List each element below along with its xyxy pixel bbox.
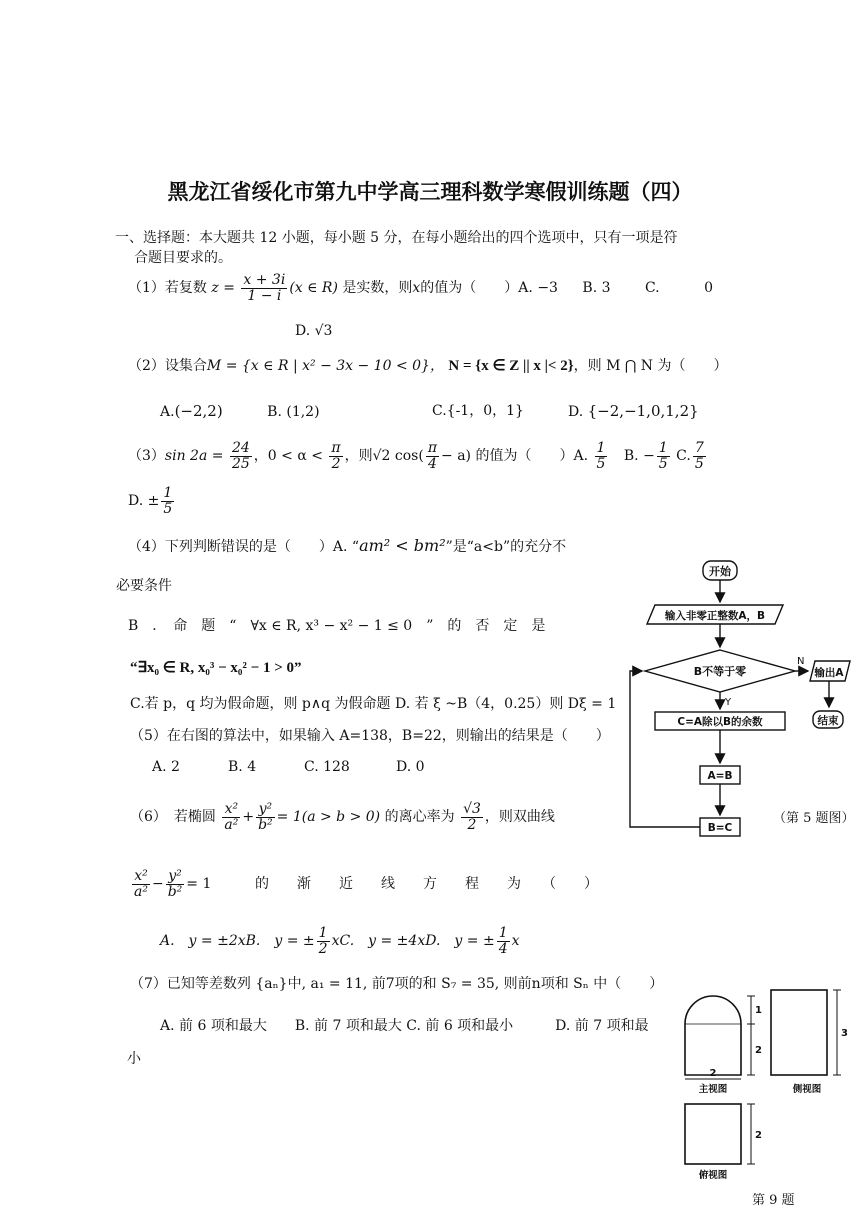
q3-frac-2	[329, 441, 342, 472]
q1-option-c-value: 0	[704, 280, 714, 296]
q4-option-b: B ． 命 题 “ ∀x ∈ R, x³ − x² − 1 ≤ 0 ” 的 否 定 是	[128, 618, 546, 634]
q3-expr-a: √2 cos(	[372, 448, 424, 464]
q6-option-d-num: 1	[498, 924, 508, 941]
q7-options: A. 前 6 项和最大 B. 前 7 项和最大 C. 前 6 项和最小 D. 前 7 项和最	[160, 1018, 649, 1034]
q6-frac-3-den: 2	[467, 816, 477, 833]
q5-option-a: A. 2	[152, 759, 180, 775]
q3-cond: ，0 < α <	[253, 448, 323, 464]
page-title: 黑龙江省绥化市第九中学高三理科数学寒假训练题（四）	[167, 180, 693, 204]
q5-option-d: D. 0	[396, 759, 425, 775]
q6-hyp-frac-1	[132, 869, 150, 900]
q3-option-c-label: C.	[676, 448, 691, 464]
q1-option-a: −3	[537, 280, 558, 296]
question-3	[128, 438, 708, 474]
q6-hyp-frac-2-den: b²	[167, 883, 183, 900]
q2-option-d-label: D.	[568, 404, 584, 420]
q1-x: x	[412, 280, 421, 296]
q3-option-d-num: 1	[163, 484, 173, 501]
q2-set-n: N = {x ∈ Z || x |< 2}	[448, 358, 574, 374]
q6-plus: +	[242, 809, 255, 825]
q3-frac-2-num: π	[331, 439, 341, 456]
views-caption: 第 9 题	[752, 1193, 795, 1208]
q6-hyperbola	[130, 864, 211, 904]
dim-2-front: 2	[755, 1045, 762, 1056]
q6-heq: = 1	[186, 876, 212, 892]
q6-option-b-x: x	[331, 933, 340, 949]
q6-line2: 的 渐 近 线 方 程 为 （ ）	[255, 876, 598, 892]
q2-option-d	[568, 402, 699, 421]
q4-option-b-negation: “∃x₀ ∈ R, x₀³ − x₀² − 1 > 0”	[130, 660, 302, 676]
q4-line2: 必要条件	[116, 578, 172, 594]
yes-label: Y	[725, 697, 732, 708]
q3-frac-3-den: 4	[427, 455, 437, 472]
q6-option-a: A. y = ±2x	[160, 933, 246, 949]
q2-option-d-value: {−2,−1,0,1,2}	[587, 402, 699, 420]
q1-text: 是实数，则	[342, 280, 413, 296]
question-7: （7）已知等差数列 {aₙ}中, a₁ = 11, 前7项的和 S₇ = 35, 则前n项和 Sₙ 中（ ）	[130, 976, 664, 992]
q6-hyp-frac-2	[166, 869, 185, 900]
q3-option-d-label: D. ±	[128, 493, 160, 509]
q3-label: （3）	[128, 448, 165, 464]
q6-frac-1-den: a²	[224, 816, 239, 833]
q3-then: ，则	[344, 448, 373, 464]
dim-1: 1	[755, 1005, 762, 1016]
section-heading: 一、选择题：本大题共 12 小题，每小题 5 分，在每小题给出的四个选项中，只有一项是符	[115, 230, 678, 246]
q3-option-c-den: 5	[694, 455, 704, 472]
question-2	[128, 357, 728, 375]
q5-option-c: C. 128	[304, 759, 350, 775]
no-label: N	[797, 656, 805, 667]
q2-option-a: A.	[160, 404, 175, 420]
q3-option-d-den: 5	[163, 500, 173, 517]
q6-frac-2-num: y²	[256, 802, 275, 818]
output-label: 输出A	[814, 667, 844, 679]
q4-line1: （4）下列判断错误的是（ ）A. “	[128, 539, 360, 555]
q2-text: （2）设集合	[128, 358, 207, 374]
q6-minus: −	[151, 876, 164, 892]
q6-mid: 的离心率为	[384, 809, 455, 825]
dim-3: 3	[841, 1028, 848, 1039]
step3-label: B=C	[707, 822, 733, 834]
decision-label: B不等于零	[693, 665, 747, 678]
input-label: 输入非零正整数A，B	[664, 610, 766, 622]
q1-condition: (x ∈ R)	[289, 280, 338, 296]
q6-frac-3	[461, 802, 483, 833]
q3-option-d-frac	[161, 486, 174, 517]
question-5: （5）在右图的算法中，如果输入 A=138，B=22，则输出的结果是（ ）	[130, 728, 610, 744]
q1-frac-den: 1 − i	[247, 287, 282, 304]
q1-z: z =	[211, 280, 235, 296]
q3-option-b	[657, 441, 670, 472]
q6-frac-2-den: b²	[258, 816, 273, 833]
q1-option-d-label: D.	[295, 323, 311, 339]
q3-option-c	[693, 441, 706, 472]
front-view-shape	[685, 996, 741, 1075]
q4-options-cd: C.若 p，q 均为假命题，则 p∧q 为假命题 D. 若 ξ ~B（4，0.25）则 Dξ = 1	[130, 696, 617, 712]
q6-label: （6） 若椭圆	[130, 809, 216, 825]
question-6	[130, 797, 555, 837]
three-views-svg	[677, 980, 857, 1180]
section-heading-cont: 合题目要求的。	[134, 250, 232, 266]
start-label: 开始	[709, 565, 731, 578]
q6-hyp-frac-2-num: y²	[166, 869, 185, 885]
end-label: 结束	[817, 715, 839, 727]
q1-label: （1）若复数	[128, 280, 207, 296]
top-view-label: 俯视图	[698, 1170, 728, 1180]
q3-frac-3-num: π	[427, 439, 438, 456]
q6-eq: = 1(a > b > 0)	[276, 809, 381, 825]
q6-frac-3-num: √3	[463, 800, 481, 817]
q6-option-b-num: 1	[318, 924, 328, 941]
q3-tail: 的值为（ ）A.	[475, 448, 589, 464]
q6-hyp-frac-1-num: x²	[132, 869, 150, 885]
q3-frac-3	[426, 441, 439, 472]
q2-option-a-value: (−2,2)	[174, 402, 223, 420]
q1-fraction	[241, 273, 287, 304]
q3-frac-1-num: 24	[231, 439, 250, 456]
q3-frac-1-den: 25	[231, 455, 250, 472]
q2-option-c: C.{-1，0，1}	[432, 403, 524, 419]
side-view-shape	[771, 990, 827, 1075]
q6-option-b-den: 2	[318, 940, 328, 957]
top-view-shape	[685, 1104, 741, 1164]
q2-tail: ，则 M ⋂ N 为（ ）	[573, 358, 728, 374]
q6-option-d-x: x	[511, 933, 520, 949]
q6-frac-1	[222, 802, 240, 833]
q6-option-b-frac	[317, 926, 330, 957]
q3-option-b-label: B. −	[623, 448, 655, 464]
q6-option-d-den: 4	[498, 940, 508, 957]
q6-option-c: C. y = ±4x	[339, 933, 426, 949]
dim-2-width: 2	[709, 1068, 717, 1079]
q6-tail: ，则双曲线	[484, 809, 555, 825]
q1-option-c: C.	[644, 280, 660, 296]
q1-option-d-value: √3	[314, 323, 333, 339]
q1-tail: 的值为（ ）A.	[420, 280, 533, 296]
q6-option-d-frac	[497, 926, 510, 957]
question-4	[128, 537, 566, 556]
q6-frac-2	[256, 802, 275, 833]
q3-option-b-num: 1	[658, 439, 668, 456]
q6-hyp-frac-1-den: a²	[134, 883, 148, 900]
front-view-label: 主视图	[698, 1084, 728, 1095]
three-views-figure	[677, 980, 857, 1210]
q3-option-d	[128, 484, 176, 518]
q4-line1b: ”是“a<b”的充分不	[445, 539, 567, 555]
q2-set-m: M = {x ∈ R | x² − 3x − 10 < 0}，	[206, 358, 444, 374]
q3-option-a	[595, 441, 608, 472]
question-1	[128, 271, 713, 305]
q1-frac-num: x + 3i	[243, 271, 286, 288]
q5-option-b: B. 4	[228, 759, 257, 775]
q6-options	[160, 924, 520, 958]
q4-expr: am² < bm²	[359, 536, 446, 555]
q1-option-d	[295, 322, 332, 340]
q1-option-b: B. 3	[582, 280, 611, 296]
q3-option-c-num: 7	[694, 439, 704, 456]
q3-expr-b: − a)	[441, 448, 472, 464]
q3-option-b-den: 5	[658, 455, 668, 472]
q7-options-cont: 小	[127, 1051, 141, 1067]
q3-option-a-den: 5	[596, 455, 606, 472]
q6-option-b: B. y = ±	[245, 933, 315, 949]
step2-label: A=B	[707, 770, 733, 782]
q2-option-b-value: (1,2)	[286, 404, 320, 420]
q3-frac-2-den: 2	[331, 455, 341, 472]
side-view-label: 侧视图	[792, 1084, 822, 1095]
q3-sin: sin 2a =	[164, 448, 224, 464]
step1-label: C=A除以B的余数	[677, 716, 763, 728]
flowchart-caption: （第 5 题图）	[773, 811, 855, 826]
dim-2-top: 2	[755, 1130, 762, 1141]
q3-option-a-num: 1	[596, 439, 606, 456]
q6-option-d: D. y = ±	[425, 933, 495, 949]
q2-option-b: B.	[267, 404, 282, 420]
q6-frac-1-num: x²	[222, 802, 240, 818]
q3-frac-1	[230, 441, 252, 472]
